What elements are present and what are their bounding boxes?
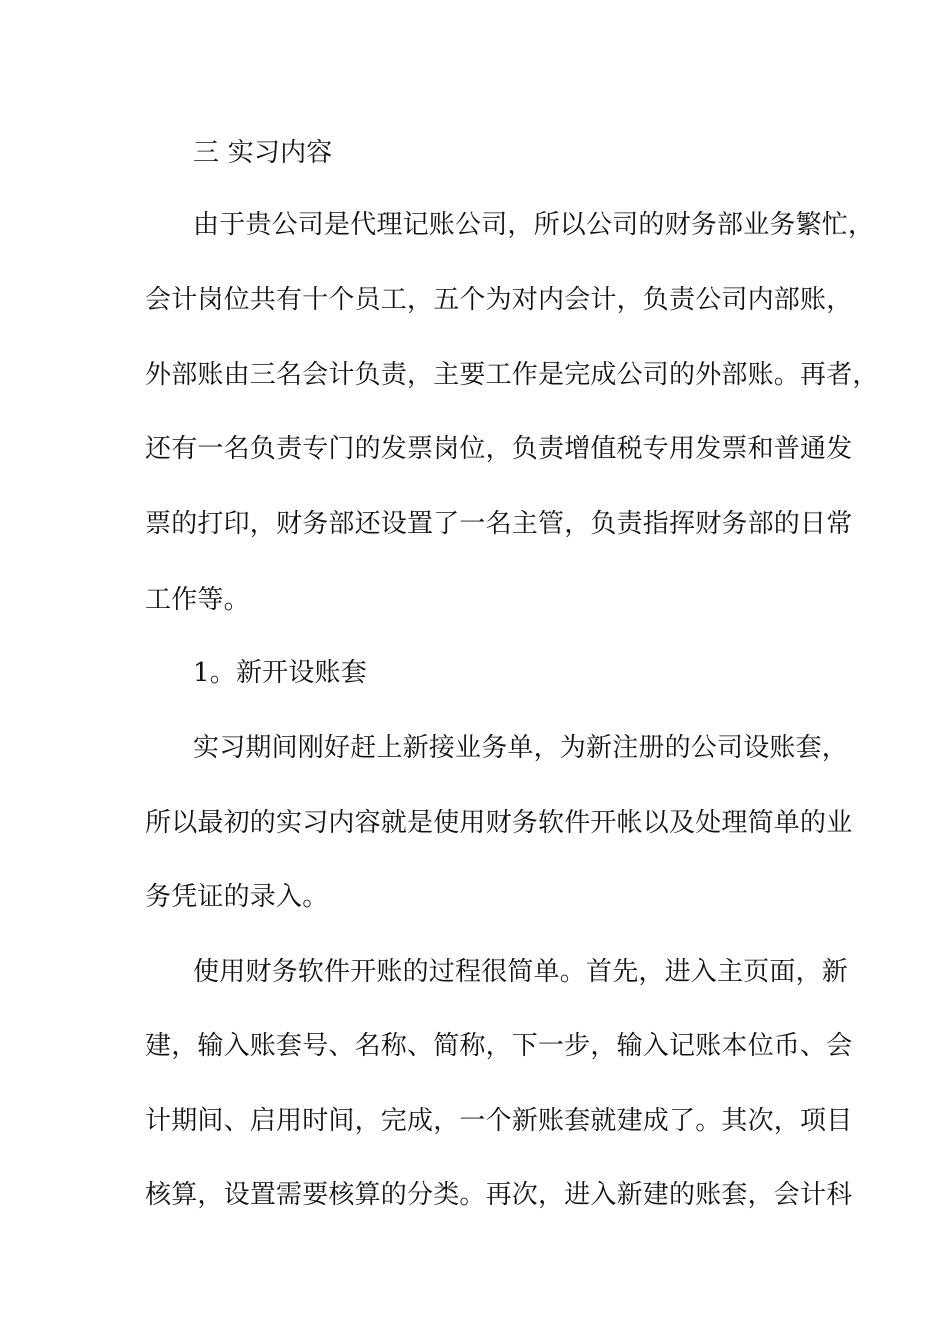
paragraph-line: 核算，设置需要核算的分类。再次，进入新建的账套，会计科 [145,1180,853,1210]
paragraph-line: 由于贵公司是代理记账公司，所以公司的财务部业务繁忙， [193,210,875,240]
paragraph-line: 实习期间刚好赶上新接业务单，为新注册的公司设账套， [193,733,849,763]
paragraph-line: 工作等。 [145,585,250,615]
paragraph-line: 务凭证的录入。 [145,882,329,912]
subheading: 1。新开设账套 [193,658,367,688]
paragraph-line: 建，输入账套号、名称、简称，下一步，输入记账本位币、会 [145,1031,853,1061]
section-heading: 三 实习内容 [193,138,333,168]
paragraph-line: 票的打印，财务部还设置了一名主管，负责指挥财务部的日常 [145,509,853,539]
paragraph-line: 外部账由三名会计负责，主要工作是完成公司的外部账。再者， [145,360,879,390]
paragraph-line: 会计岗位共有十个员工，五个为对内会计，负责公司内部账， [145,285,853,315]
paragraph-line: 还有一名负责专门的发票岗位，负责增值税专用发票和普通发 [145,434,853,464]
paragraph-line: 计期间、启用时间，完成，一个新账套就建成了。其次，项目 [145,1106,853,1136]
paragraph-line: 使用财务软件开账的过程很简单。首先，进入主页面，新 [193,957,849,987]
paragraph-line: 所以最初的实习内容就是使用财务软件开帐以及处理简单的业 [145,808,853,838]
